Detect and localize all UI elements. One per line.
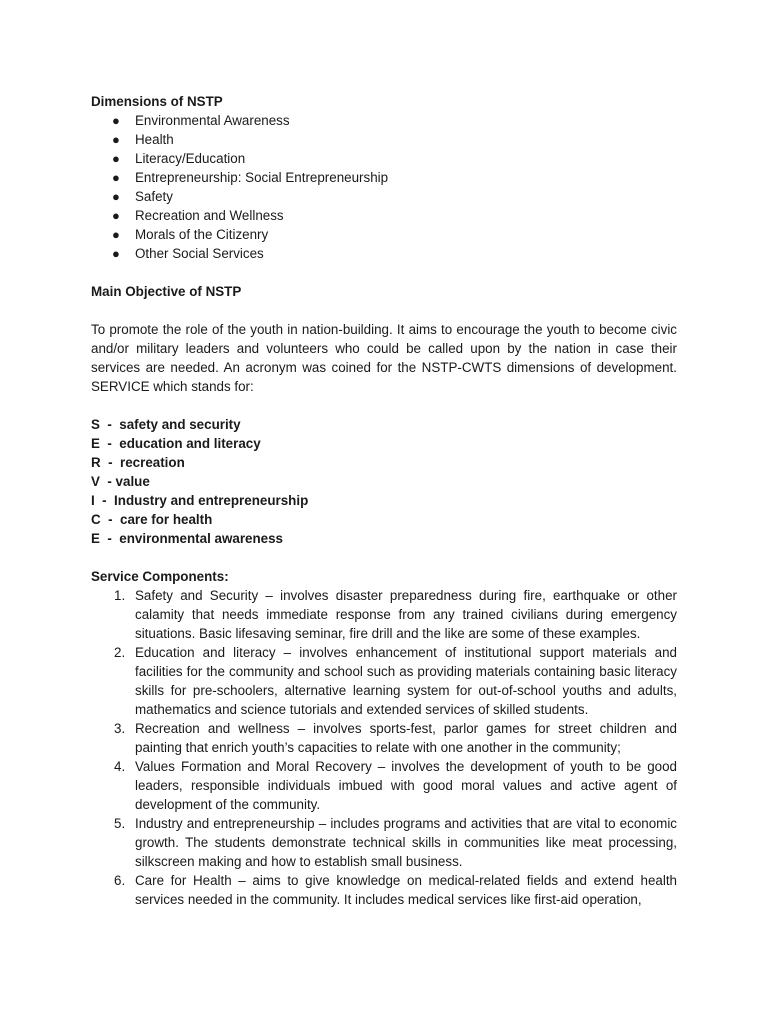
acronym-line: V - value [91, 474, 150, 489]
list-item: 5. Industry and entrepreneurship – includes programs and activities that are vital to economic growth. The students demonstrate technical skills in communities like meat processing, silkscreen making and how to establish small business. [114, 816, 677, 869]
bullet-icon: ● [112, 227, 120, 242]
bullet-icon: ● [112, 170, 120, 185]
components-list [91, 586, 677, 909]
list-item: ● Other Social Services [112, 246, 264, 261]
service-acronym-list [91, 415, 677, 548]
list-item: ● Recreation and Wellness [112, 208, 284, 223]
list-item: 4. Values Formation and Moral Recovery – involves the development of youth to be good leaders, responsible individuals imbued with good moral values and active agent of development of the community. [114, 759, 677, 812]
acronym-line: R - recreation [91, 455, 185, 470]
list-item: 6. Care for Health – aims to give knowledge on medical-related fields and extend health services needed in the community. It includes medical services like first-aid operation, [114, 873, 677, 907]
bullet-icon: ● [112, 208, 120, 223]
list-item: ● Literacy/Education [112, 151, 246, 166]
spacer [91, 396, 677, 415]
list-item: ● Morals of the Citizenry [112, 227, 269, 242]
objective-heading: Main Objective of NSTP [91, 284, 242, 299]
list-item: ● Entrepreneurship: Social Entrepreneurship [112, 170, 389, 185]
bullet-icon: ● [112, 246, 120, 261]
acronym-line: E - environmental awareness [91, 531, 284, 546]
bullet-icon: ● [112, 151, 120, 166]
spacer [91, 301, 677, 320]
bullet-icon: ● [112, 132, 120, 147]
bullet-icon: ● [112, 189, 120, 204]
objective-paragraph: To promote the role of the youth in nation-building. It aims to encourage the youth to become civic and/or military leaders and volunteers who could be called upon by the nation in case their services are needed. An acronym was coined for the NSTP-CWTS dimensions of development. SERVICE which stands for: [91, 322, 677, 394]
list-item: ● Health [112, 132, 174, 147]
acronym-line: I - Industry and entrepreneurship [91, 493, 309, 508]
spacer [91, 263, 677, 282]
acronym-line: S - safety and security [91, 417, 241, 432]
list-item: 3. Recreation and wellness – involves sports-fest, parlor games for street children and painting that enrich youth’s capacities to relate with one another in the community; [114, 721, 677, 755]
acronym-line: E - education and literacy [91, 436, 261, 451]
bullet-icon: ● [112, 113, 120, 128]
dimensions-heading: Dimensions of NSTP [91, 94, 223, 109]
dimensions-list [91, 111, 677, 263]
list-item: ● Environmental Awareness [112, 113, 290, 128]
list-item: 2. Education and literacy – involves enhancement of institutional support materials and facilities for the community and school such as providing materials containing basic literacy skills for pre-schoolers, alternative learning system for out-of-school youths and adults, mathematics and science tutorials and extended services of skilled students. [114, 645, 677, 717]
list-item: 1. Safety and Security – involves disaster preparedness during fire, earthquake or other calamity that needs immediate response from any trained civilians during emergency situations. Basic lifesaving seminar, fire drill and the like are some of these examples. [114, 588, 677, 641]
components-heading: Service Components: [91, 569, 229, 584]
spacer [91, 548, 677, 567]
list-item: ● Safety [112, 189, 173, 204]
acronym-line: C - care for health [91, 512, 213, 527]
